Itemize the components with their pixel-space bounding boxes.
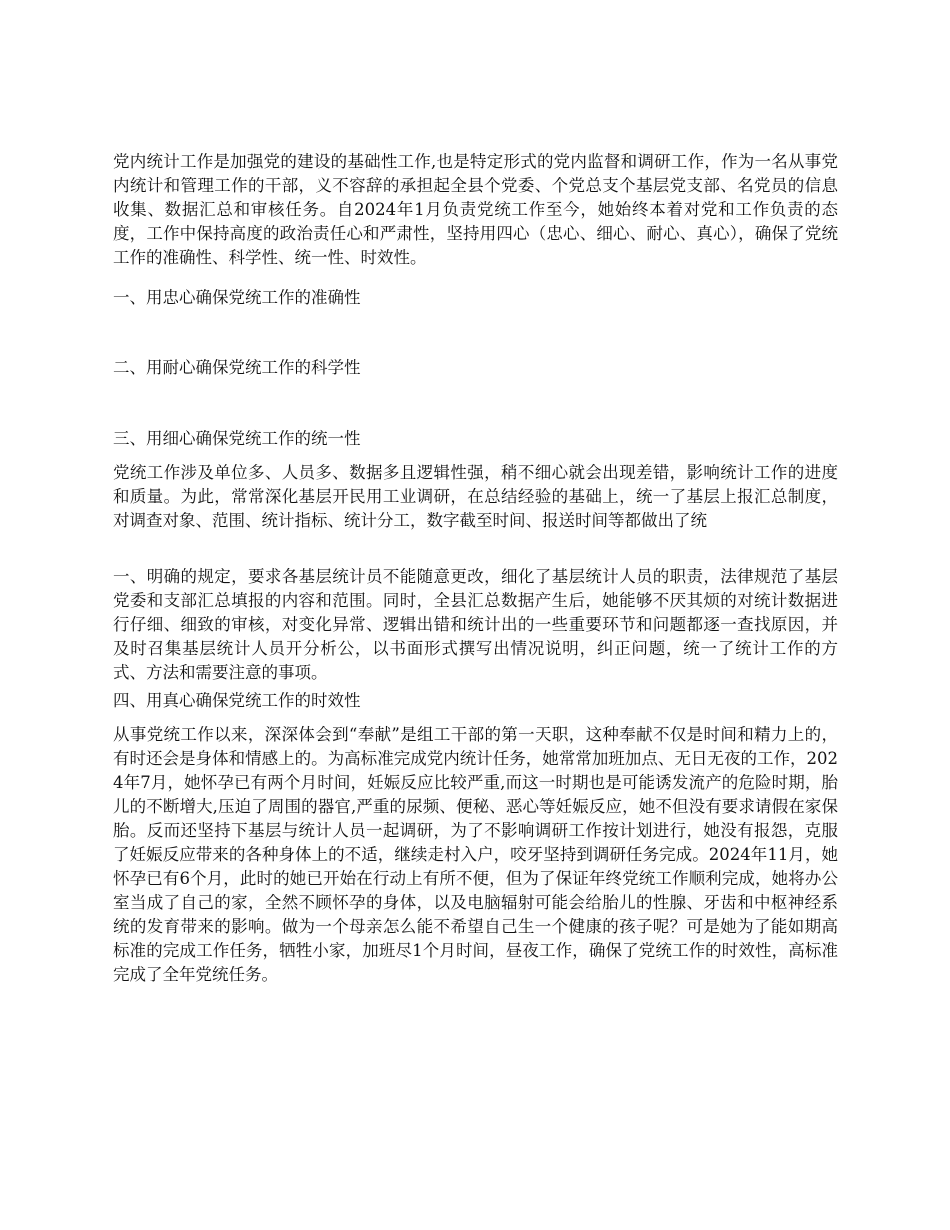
paragraph-5: 从事党统工作以来，深深体会到“奉献”是组工干部的第一天职，这种奉献不仅是时间和精力上的，有时还会是身体和情感上的。为高标准完成党内统计任务，她常常加班加点、无日无夜的工作，2024年7月，她怀孕已有两个月时间，妊娠反应比较严重,而这一时期也是可能诱发流产的危险时期，胎儿的不断增大,压迫了周围的器官,严重的尿频、便秘、恶心等妊娠反应，她不但没有要求请假在家保胎。反而还坚持下基层与统计人员一起调研，为了不影响调研工作按计划进行，她没有报怨，克服了妊娠反应带来的各种身体上的不适，继续走村入户，咬牙坚持到调研任务完成。2024年11月，她怀孕已有6个月，此时的她已开始在行动上有所不便，但为了保证年终党统工作顺利完成，她将办公室当成了自己的家，全然不顾怀孕的身体，以及电脑辐射可能会给胎儿的性腺、牙齿和中枢神经系统的发育带来的影响。做为一个母亲怎么能不希望自己生一个健康的孩子呢？可是她为了能如期高标准的完成工作任务，牺牲小家，加班尽1个月时间，昼夜工作，确保了党统工作的时效性，高标准完成了全年党统任务。 xyxy=(113,725,838,984)
paragraph-4: 一、明确的规定，要求各基层统计员不能随意更改，细化了基层统计人员的职责，法律规范了基层党委和支部汇总填报的内容和范围。同时，全县汇总数据产生后，她能够不厌其烦的对统计数据进行仔细、细致的审核，对变化异常、逻辑出错和统计出的一些重要环节和问题都逐一查找原因，并及时召集基层统计人员开分析公，以书面形式撰写出情况说明，纠正问题，统一了统计工作的方式、方法和需要注意的事项。 xyxy=(113,567,838,682)
intro-paragraph: 党内统计工作是加强党的建设的基础性工作,也是特定形式的党内监督和调研工作，作为一名从事党内统计和管理工作的干部，义不容辞的承担起全县个党委、个党总支个基层党支部、名党员的信息收集、数据汇总和审核任务。自2024年1月负责党统工作至今，她始终本着对党和工作负责的态度，工作中保持高度的政治责任心和严肃性，坚持用四心（忠心、细心、耐心、真心），确保了党统工作的准确性、科学性、统一性、时效性。 xyxy=(113,152,838,267)
section-heading-3: 三、用细心确保党统工作的统一性 xyxy=(113,429,361,448)
section-heading-1: 一、用忠心确保党统工作的准确性 xyxy=(113,288,361,307)
section-heading-2: 二、用耐心确保党统工作的科学性 xyxy=(113,358,361,377)
paragraph-3: 党统工作涉及单位多、人员多、数据多且逻辑性强，稍不细心就会出现差错，影响统计工作的进度和质量。为此，常常深化基层开民用工业调研，在总结经验的基础上，统一了基层上报汇总制度，对调查对象、范围、统计指标、统计分工，数字截至时间、报送时间等都做出了统 xyxy=(113,463,838,530)
section-heading-4: 四、用真心确保党统工作的时效性 xyxy=(113,691,361,710)
